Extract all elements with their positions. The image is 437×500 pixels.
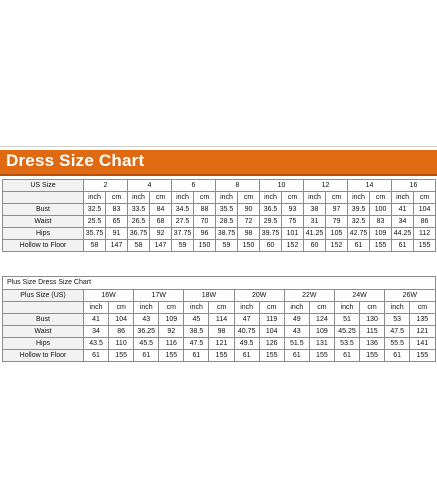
table-cell: 51: [334, 314, 359, 326]
unit-cm-cell: cm: [326, 192, 348, 204]
table-cell: 114: [209, 314, 234, 326]
table-cell: 84: [150, 204, 172, 216]
table-cell: 41.25: [304, 228, 326, 240]
table-cell: 121: [410, 326, 435, 338]
table-cell: 109: [370, 228, 392, 240]
unit-row: [3, 302, 436, 314]
table-cell: 124: [309, 314, 334, 326]
unit-cm-cell: cm: [109, 302, 134, 314]
table-cell: 59: [172, 240, 194, 252]
table-cell: 36.25: [134, 326, 159, 338]
row-label: Hollow to Floor: [3, 240, 84, 252]
unit-cm-cell: cm: [259, 302, 284, 314]
unit-cm-cell: cm: [309, 302, 334, 314]
table-cell: 141: [410, 338, 435, 350]
unit-inch-cell: inch: [284, 302, 309, 314]
table-cell: 61: [184, 350, 209, 362]
table-cell: 112: [414, 228, 436, 240]
table-cell: 90: [238, 204, 260, 216]
table-cell: 155: [410, 350, 435, 362]
table-cell: 40.75: [234, 326, 259, 338]
table-cell: 98: [238, 228, 260, 240]
table-cell: 147: [106, 240, 128, 252]
table-cell: 38: [304, 204, 326, 216]
table-cell: 45.5: [134, 338, 159, 350]
table-title-row: [3, 277, 436, 290]
unit-row-label: [3, 302, 84, 314]
table-row: [3, 314, 436, 326]
table-cell: 61: [392, 240, 414, 252]
size-header-cell: 26W: [385, 290, 435, 302]
table-cell: 79: [326, 216, 348, 228]
unit-inch-cell: inch: [134, 302, 159, 314]
table-cell: 34.5: [172, 204, 194, 216]
unit-cm-cell: cm: [282, 192, 304, 204]
unit-inch-cell: inch: [84, 192, 106, 204]
unit-cm-cell: cm: [238, 192, 260, 204]
table-cell: 155: [209, 350, 234, 362]
unit-cm-cell: cm: [159, 302, 184, 314]
table-cell: 147: [150, 240, 172, 252]
table-cell: 155: [370, 240, 392, 252]
size-header-cell: 14: [348, 180, 392, 192]
table-cell: 34: [84, 326, 109, 338]
unit-cm-cell: cm: [194, 192, 216, 204]
table-cell: 100: [370, 204, 392, 216]
table-cell: 47: [234, 314, 259, 326]
unit-inch-cell: inch: [216, 192, 238, 204]
table-row: [3, 204, 436, 216]
table-cell: 42.75: [348, 228, 370, 240]
table-cell: 70: [194, 216, 216, 228]
unit-cm-cell: cm: [370, 192, 392, 204]
table-cell: 86: [414, 216, 436, 228]
table-cell: 61: [348, 240, 370, 252]
row-label: Hips: [3, 338, 84, 350]
table-cell: 37.75: [172, 228, 194, 240]
table-cell: 43.5: [84, 338, 109, 350]
size-header-cell: 6: [172, 180, 216, 192]
row-label: Hollow to Floor: [3, 350, 84, 362]
table-cell: 155: [109, 350, 134, 362]
table-cell: 35.5: [216, 204, 238, 216]
table-cell: 96: [194, 228, 216, 240]
chart-title-banner: [0, 150, 437, 176]
table-cell: 86: [109, 326, 134, 338]
unit-row-label: [3, 192, 84, 204]
size-header-cell: 24W: [334, 290, 384, 302]
table-cell: 55.5: [385, 338, 410, 350]
table-cell: 119: [259, 314, 284, 326]
unit-inch-cell: inch: [334, 302, 359, 314]
table-cell: 28.5: [216, 216, 238, 228]
unit-inch-cell: inch: [184, 302, 209, 314]
unit-inch-cell: inch: [84, 302, 109, 314]
table-row: [3, 350, 436, 362]
size-header-cell: 8: [216, 180, 260, 192]
table-cell: 92: [150, 228, 172, 240]
table-cell: 97: [326, 204, 348, 216]
table-cell: 105: [326, 228, 348, 240]
table-row: [3, 228, 436, 240]
table-cell: 32.5: [348, 216, 370, 228]
table-cell: 91: [106, 228, 128, 240]
row-label: Waist: [3, 326, 84, 338]
chart-title: Dress Size Chart: [6, 151, 145, 170]
table-cell: 61: [234, 350, 259, 362]
table-cell: 49: [284, 314, 309, 326]
table-row: [3, 216, 436, 228]
table-cell: 150: [194, 240, 216, 252]
table-cell: 41: [84, 314, 109, 326]
table-cell: 83: [106, 204, 128, 216]
row-label: Waist: [3, 216, 84, 228]
table-cell: 155: [414, 240, 436, 252]
table-cell: 88: [194, 204, 216, 216]
table-cell: 26.5: [128, 216, 150, 228]
unit-inch-cell: inch: [172, 192, 194, 204]
table-cell: 135: [410, 314, 435, 326]
table-cell: 49.5: [234, 338, 259, 350]
unit-inch-cell: inch: [385, 302, 410, 314]
table-cell: 32.5: [84, 204, 106, 216]
table-cell: 130: [360, 314, 385, 326]
table-cell: 109: [159, 314, 184, 326]
table-cell: 72: [238, 216, 260, 228]
unit-row: [3, 192, 436, 204]
table-cell: 68: [150, 216, 172, 228]
table-cell: 34: [392, 216, 414, 228]
table-row: [3, 240, 436, 252]
table-cell: 47.5: [385, 326, 410, 338]
table-cell: 116: [159, 338, 184, 350]
unit-cm-cell: cm: [360, 302, 385, 314]
size-header-cell: 20W: [234, 290, 284, 302]
table-cell: 45.25: [334, 326, 359, 338]
table-cell: 110: [109, 338, 134, 350]
table-cell: 44.25: [392, 228, 414, 240]
table-title: Plus Size Dress Size Chart: [3, 277, 436, 290]
table-cell: 121: [209, 338, 234, 350]
table-cell: 61: [284, 350, 309, 362]
unit-cm-cell: cm: [414, 192, 436, 204]
unit-inch-cell: inch: [304, 192, 326, 204]
unit-inch-cell: inch: [128, 192, 150, 204]
table-cell: 104: [109, 314, 134, 326]
size-header-cell: 10: [260, 180, 304, 192]
size-header-cell: 4: [128, 180, 172, 192]
table-cell: 155: [259, 350, 284, 362]
table-cell: 41: [392, 204, 414, 216]
table-cell: 93: [282, 204, 304, 216]
unit-cm-cell: cm: [150, 192, 172, 204]
table-cell: 150: [238, 240, 260, 252]
table-cell: 126: [259, 338, 284, 350]
table-cell: 29.5: [260, 216, 282, 228]
table-cell: 61: [134, 350, 159, 362]
table-cell: 47.5: [184, 338, 209, 350]
table-cell: 31: [304, 216, 326, 228]
table-cell: 104: [414, 204, 436, 216]
table-cell: 75: [282, 216, 304, 228]
table-cell: 53.5: [334, 338, 359, 350]
row-label: Hips: [3, 228, 84, 240]
table-cell: 65: [106, 216, 128, 228]
unit-inch-cell: inch: [260, 192, 282, 204]
unit-inch-cell: inch: [348, 192, 370, 204]
unit-cm-cell: cm: [209, 302, 234, 314]
table-cell: 51.5: [284, 338, 309, 350]
table-cell: 43: [284, 326, 309, 338]
size-header-cell: 2: [84, 180, 128, 192]
table-cell: 155: [159, 350, 184, 362]
unit-cm-cell: cm: [106, 192, 128, 204]
table-cell: 152: [326, 240, 348, 252]
table-cell: 155: [360, 350, 385, 362]
table-cell: 60: [260, 240, 282, 252]
size-header-cell: 18W: [184, 290, 234, 302]
table-cell: 155: [309, 350, 334, 362]
size-header-cell: 12: [304, 180, 348, 192]
table-cell: 104: [259, 326, 284, 338]
table-cell: 98: [209, 326, 234, 338]
table-cell: 59: [216, 240, 238, 252]
size-header-label: Plus Size (US): [3, 290, 84, 302]
table-cell: 109: [309, 326, 334, 338]
size-header-row: [3, 180, 436, 192]
table-cell: 58: [128, 240, 150, 252]
table-cell: 36.5: [260, 204, 282, 216]
unit-inch-cell: inch: [234, 302, 259, 314]
table-cell: 25.5: [84, 216, 106, 228]
table-cell: 27.5: [172, 216, 194, 228]
table-cell: 36.75: [128, 228, 150, 240]
unit-inch-cell: inch: [392, 192, 414, 204]
table-cell: 61: [84, 350, 109, 362]
unit-cm-cell: cm: [410, 302, 435, 314]
table-cell: 53: [385, 314, 410, 326]
table-cell: 131: [309, 338, 334, 350]
table-row: [3, 326, 436, 338]
table-cell: 45: [184, 314, 209, 326]
size-header-cell: 16W: [84, 290, 134, 302]
table-cell: 43: [134, 314, 159, 326]
row-label: Bust: [3, 314, 84, 326]
table-cell: 39.75: [260, 228, 282, 240]
table-cell: 33.5: [128, 204, 150, 216]
size-header-cell: 22W: [284, 290, 334, 302]
plus-size-table: [2, 276, 436, 362]
size-header-cell: 17W: [134, 290, 184, 302]
table-cell: 35.75: [84, 228, 106, 240]
table-cell: 152: [282, 240, 304, 252]
table-cell: 38.5: [184, 326, 209, 338]
table-cell: 38.75: [216, 228, 238, 240]
table-cell: 61: [334, 350, 359, 362]
size-header-row: [3, 290, 436, 302]
table-cell: 101: [282, 228, 304, 240]
table-cell: 60: [304, 240, 326, 252]
row-label: Bust: [3, 204, 84, 216]
size-header-cell: 16: [392, 180, 436, 192]
table-cell: 136: [360, 338, 385, 350]
table-cell: 115: [360, 326, 385, 338]
table-cell: 92: [159, 326, 184, 338]
table-cell: 58: [84, 240, 106, 252]
table-cell: 83: [370, 216, 392, 228]
table-row: [3, 338, 436, 350]
table-cell: 61: [385, 350, 410, 362]
us-size-table: [2, 179, 436, 252]
size-header-label: US Size: [3, 180, 84, 192]
table-cell: 39.5: [348, 204, 370, 216]
